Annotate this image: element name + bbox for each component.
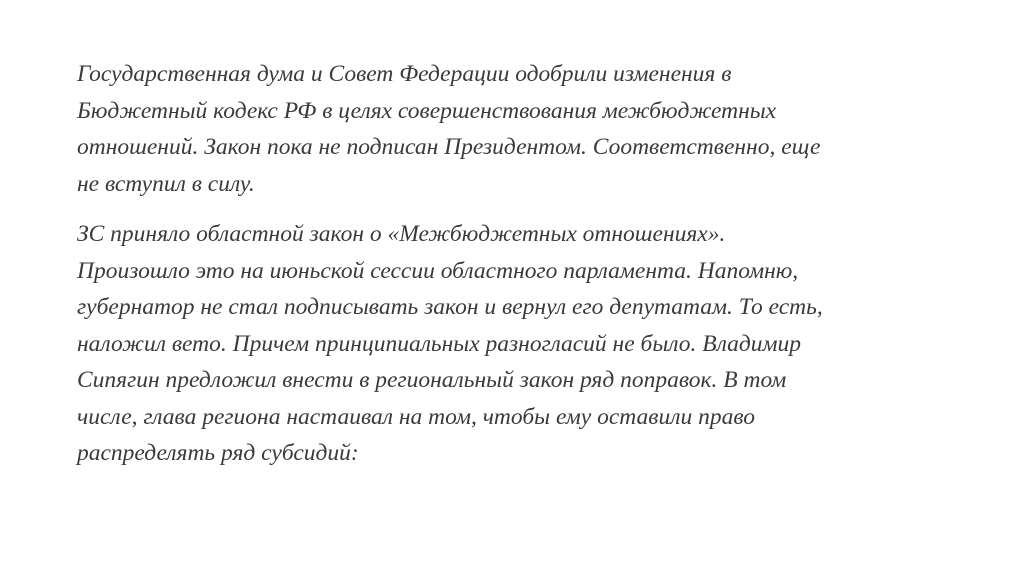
- text-line: отношений. Закон пока не подписан Президентом. Соответственно, еще: [77, 134, 821, 160]
- paragraph-regional-law: [77, 216, 947, 472]
- text-line: Сипягин предложил внести в региональный закон ряд поправок. В том: [77, 367, 787, 393]
- article-body: [77, 56, 947, 486]
- text-line: Бюджетный кодекс РФ в целях совершенствования межбюджетных: [77, 97, 777, 124]
- paragraph-federal-budget-code: [77, 56, 947, 202]
- text-line: губернатор не стал подписывать закон и вернул его депутатам. То есть,: [77, 294, 823, 320]
- text-line: распределять ряд субсидий:: [77, 440, 359, 466]
- text-line: ЗС приняло областной закон о «Межбюджетных отношениях».: [77, 221, 726, 247]
- text-line: наложил вето. Причем принципиальных разногласий не было. Владимир: [77, 330, 802, 357]
- text-line: не вступил в силу.: [77, 170, 255, 197]
- text-line: Произошло это на июньской сессии областного парламента. Напомню,: [77, 257, 799, 284]
- text-line: Государственная дума и Совет Федерации одобрили изменения в: [77, 61, 732, 87]
- text-line: числе, глава региона настаивал на том, чтобы ему оставили право: [77, 403, 755, 430]
